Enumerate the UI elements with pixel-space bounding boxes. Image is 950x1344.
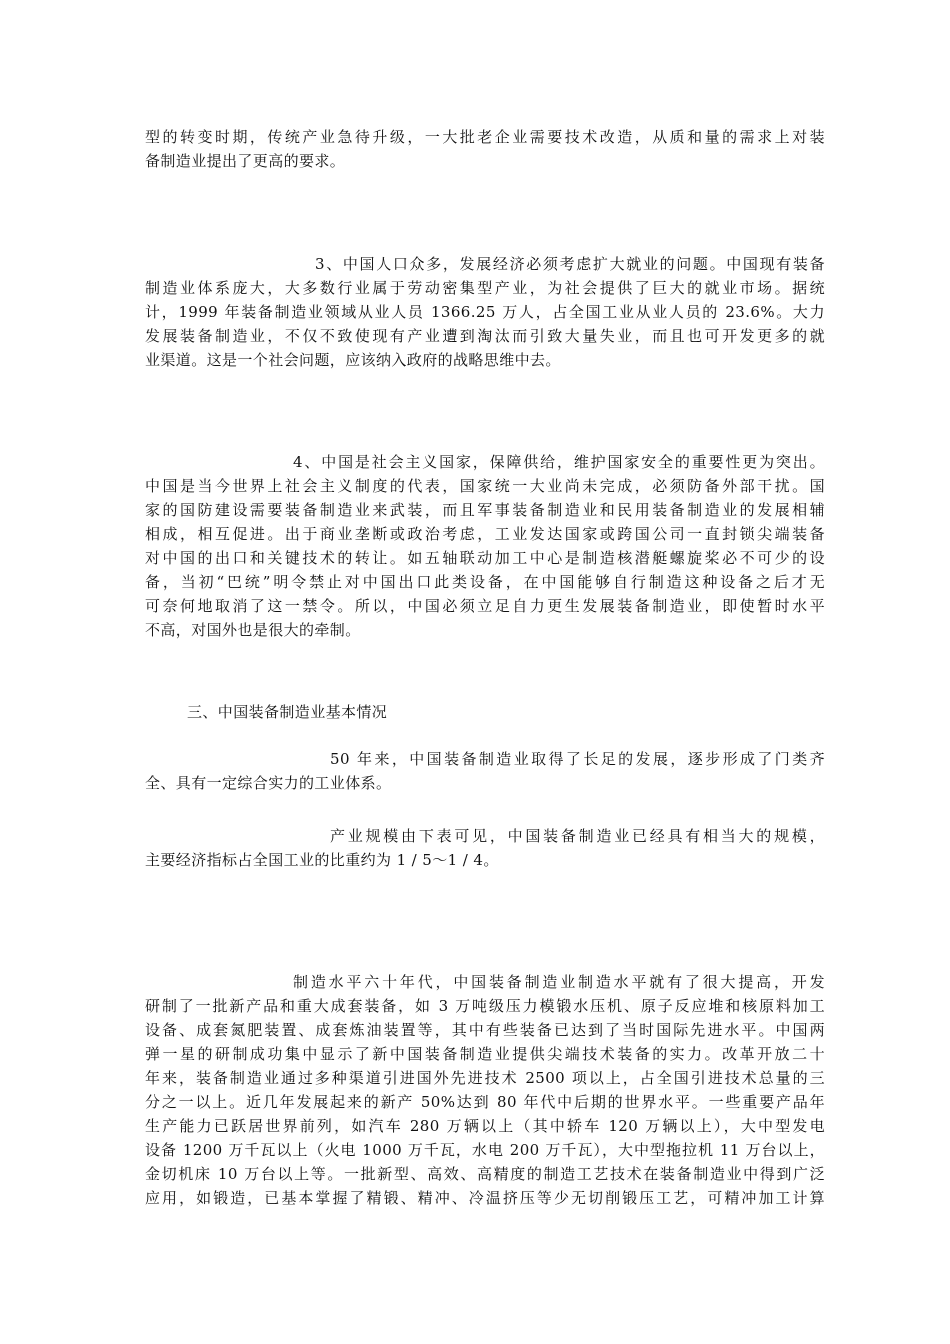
paragraph-2-line-3: 计，1999 年装备制造业领域从业人员 1366.25 万人，占全国工业从业人员的 23.6%。大力 <box>145 303 825 321</box>
paragraph-6-line-5: 年来，装备制造业通过多种渠道引进国外先进技术 2500 项以上，占全国引进技术总量的三 <box>145 1069 825 1087</box>
paragraph-6-line-8: 设备 1200 万千瓦以上（火电 1000 万千瓦，水电 200 万千瓦），大中型拖拉机 11 万台以上， <box>145 1141 825 1159</box>
paragraph-3-line-3: 家的国防建设需要装备制造业来武装，而且军事装备制造业和民用装备制造业的发展相辅 <box>145 501 825 519</box>
paragraph-2-line-2: 制造业体系庞大，大多数行业属于劳动密集型产业，为社会提供了巨大的就业市场。据统 <box>145 279 825 297</box>
paragraph-3-line-2: 中国是当今世界上社会主义制度的代表，国家统一大业尚未完成，必须防备外部干扰。国 <box>145 477 825 495</box>
paragraph-3-line-5: 对中国的出口和关键技术的转让。如五轴联动加工中心是制造核潜艇螺旋桨必不可少的设 <box>145 549 825 567</box>
paragraph-6-line-3: 设备、成套氮肥装置、成套炼油装置等，其中有些装备已达到了当时国际先进水平。中国两 <box>145 1021 825 1039</box>
paragraph-2-line-4: 发展装备制造业，不仅不致使现有产业遭到淘汰而引致大量失业，而且也可开发更多的就 <box>145 327 825 345</box>
paragraph-5-line-2: 主要经济指标占全国工业的比重约为 1 / 5～1 / 4。 <box>145 851 499 869</box>
paragraph-3-line-1: 4、中国是社会主义国家，保障供给，维护国家安全的重要性更为突出。 <box>293 453 825 471</box>
paragraph-6-line-10: 应用，如锻造，已基本掌握了精锻、精冲、冷温挤压等少无切削锻压工艺，可精冲加工计算 <box>145 1189 825 1207</box>
paragraph-3-line-8: 不高，对国外也是很大的牵制。 <box>145 621 361 639</box>
paragraph-3-line-6: 备，当初“巴统”明令禁止对中国出口此类设备，在中国能够自行制造这种设备之后才无 <box>145 573 825 591</box>
paragraph-6-line-1: 制造水平六十年代，中国装备制造业制造水平就有了很大提高，开发 <box>293 973 825 991</box>
paragraph-1-line-2: 备制造业提出了更高的要求。 <box>145 152 346 170</box>
paragraph-3-line-4: 相成，相互促进。出于商业垄断或政治考虑，工业发达国家或跨国公司一直封锁尖端装备 <box>145 525 825 543</box>
paragraph-2-line-5: 业渠道。这是一个社会问题，应该纳入政府的战略思维中去。 <box>145 351 561 369</box>
paragraph-6-line-7: 生产能力已跃居世界前列，如汽车 280 万辆以上（其中轿车 120 万辆以上），大中型发电 <box>145 1117 825 1135</box>
paragraph-6-line-6: 分之一以上。近几年发展起来的新产 50%达到 80 年代中后期的世界水平。一些重要产品年 <box>145 1093 825 1111</box>
paragraph-6-line-9: 金切机床 10 万台以上等。一批新型、高效、高精度的制造工艺技术在装备制造业中得到广泛 <box>145 1165 825 1183</box>
section-heading: 三、中国装备制造业基本情况 <box>187 703 388 721</box>
paragraph-2-line-1: 3、中国人口众多，发展经济必须考虑扩大就业的问题。中国现有装备 <box>315 255 825 273</box>
paragraph-6-line-2: 研制了一批新产品和重大成套装备，如 3 万吨级压力模锻水压机、原子反应堆和核原料加工 <box>145 997 825 1015</box>
paragraph-3-line-7: 可奈何地取消了这一禁令。所以，中国必须立足自力更生发展装备制造业，即使暂时水平 <box>145 597 825 615</box>
paragraph-4-line-2: 全、具有一定综合实力的工业体系。 <box>145 774 392 792</box>
paragraph-6-line-4: 弹一星的研制成功集中显示了新中国装备制造业提供尖端技术装备的实力。改革开放二十 <box>145 1045 825 1063</box>
paragraph-1-line-1: 型的转变时期，传统产业急待升级，一大批老企业需要技术改造，从质和量的需求上对装 <box>145 128 825 146</box>
paragraph-4-line-1: 50 年来，中国装备制造业取得了长足的发展，逐步形成了门类齐 <box>330 750 825 768</box>
paragraph-5-line-1: 产业规模由下表可见，中国装备制造业已经具有相当大的规模， <box>330 827 825 845</box>
